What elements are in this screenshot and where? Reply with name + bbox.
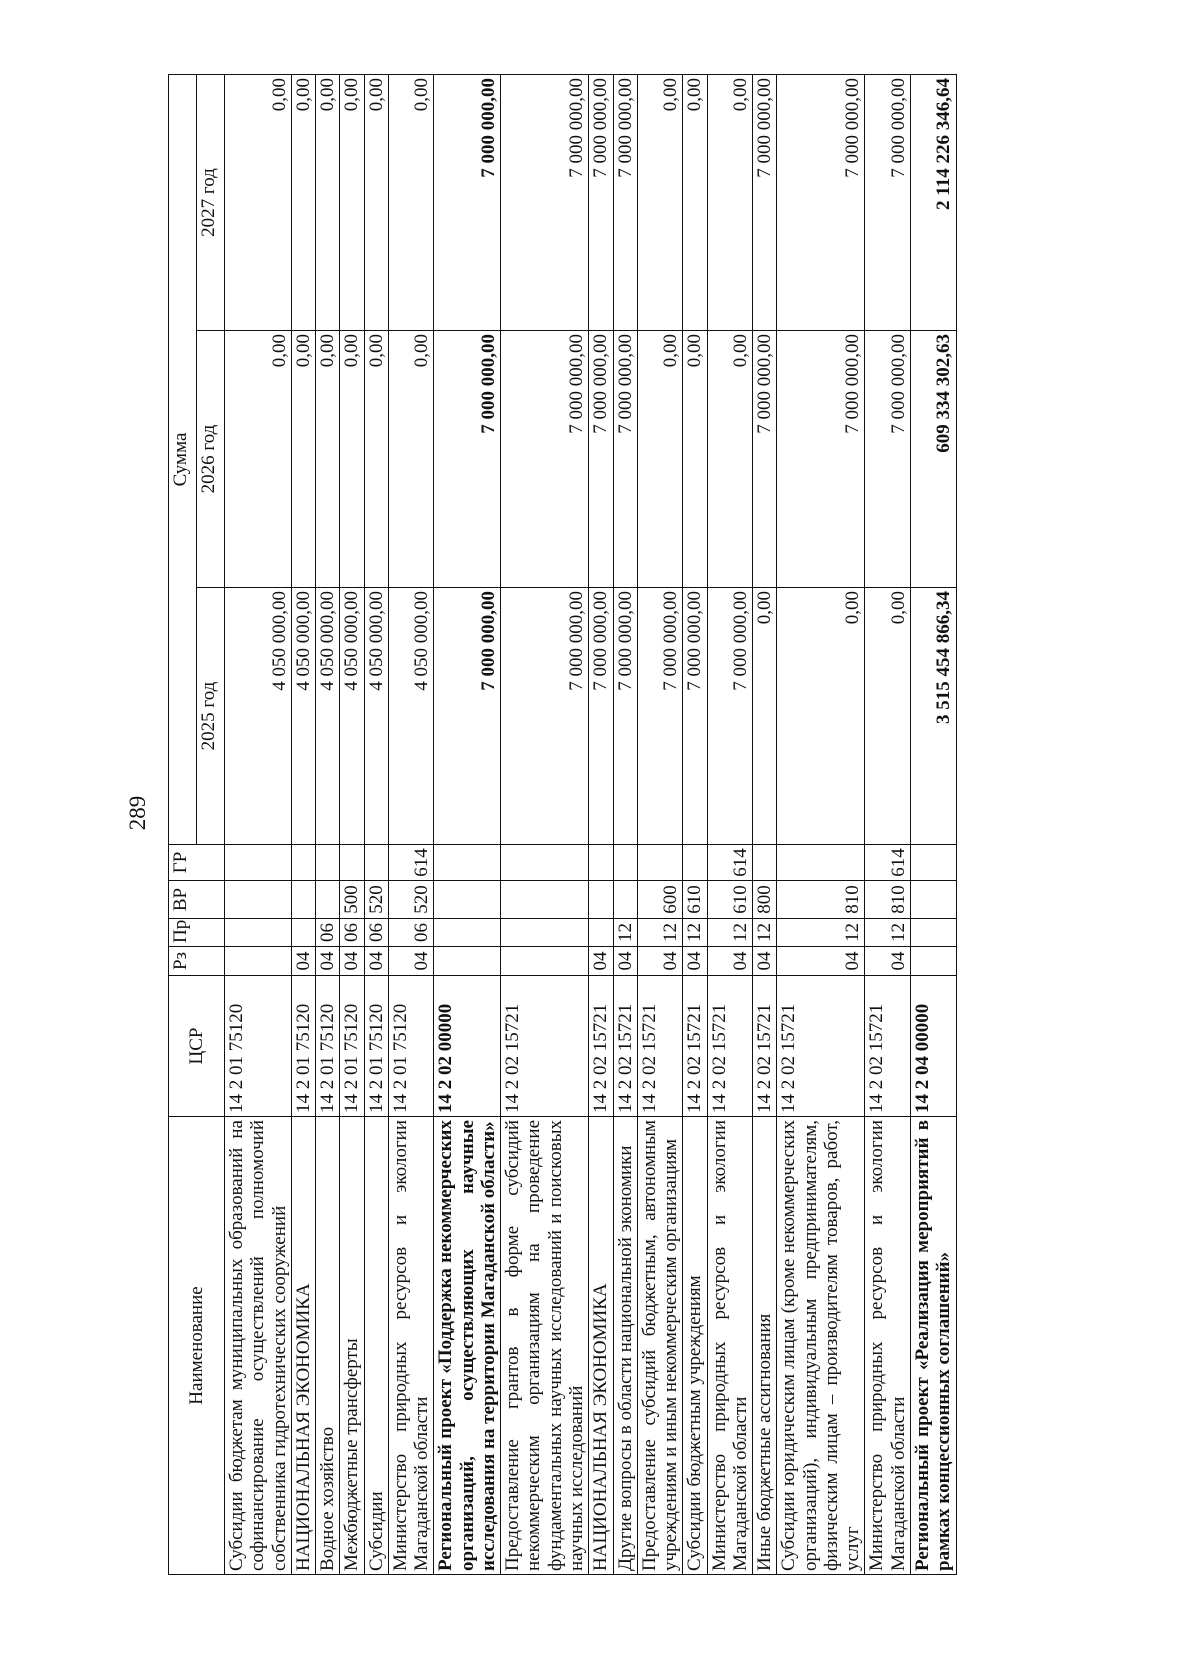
- row-2026: 7 000 000,00: [865, 331, 911, 588]
- row-2027: 0,00: [707, 74, 753, 330]
- row-rz: 04: [388, 947, 434, 976]
- row-vr: 810: [777, 881, 865, 919]
- row-pr: 12: [753, 919, 777, 947]
- table-row: [589, 74, 613, 1574]
- table-row: [225, 74, 292, 1574]
- row-rz: 04: [637, 947, 683, 976]
- row-2026: 609 334 302,63: [910, 331, 956, 588]
- row-vr: [225, 881, 292, 919]
- row-name: Межбюджетные трансферты: [340, 1117, 364, 1575]
- row-vr: 520: [388, 881, 434, 919]
- row-pr: 12: [777, 919, 865, 947]
- row-gr: [589, 845, 613, 881]
- row-2026: 0,00: [225, 331, 292, 588]
- row-2026: 0,00: [683, 331, 707, 588]
- row-rz: 04: [683, 947, 707, 976]
- row-2027: 0,00: [225, 74, 292, 330]
- row-pr: 06: [340, 919, 364, 947]
- row-csr: 14 2 02 15721: [707, 976, 753, 1117]
- row-name: Субсидии юридическим лицам (кроме некоммерческих организаций), индивидуальным предпринимателям, физическим лицам – производителям товаров, работ, услуг: [777, 1117, 865, 1575]
- row-vr: [434, 881, 501, 919]
- row-2027: 7 000 000,00: [589, 74, 613, 330]
- table-row: [501, 74, 589, 1574]
- row-2027: 7 000 000,00: [753, 74, 777, 330]
- row-name: Министерство природных ресурсов и экологии Магаданской области: [707, 1117, 753, 1575]
- table-row: [707, 74, 753, 1574]
- row-name: Субсидии: [364, 1117, 388, 1575]
- row-gr: [434, 845, 501, 881]
- row-csr: 14 2 02 15721: [501, 976, 589, 1117]
- row-csr: 14 2 01 75120: [388, 976, 434, 1117]
- row-2027: 7 000 000,00: [434, 74, 501, 330]
- row-vr: 800: [753, 881, 777, 919]
- row-name: Предоставление грантов в форме субсидий некоммерческим организациям на проведение фундаментальных научных исследований и поисковых научных исследований: [501, 1117, 589, 1575]
- row-2025: 4 050 000,00: [291, 588, 315, 845]
- row-name: Министерство природных ресурсов и экологии Магаданской области: [388, 1117, 434, 1575]
- row-2027: 0,00: [364, 74, 388, 330]
- table-row: [613, 74, 637, 1574]
- row-vr: 810: [865, 881, 911, 919]
- row-gr: [637, 845, 683, 881]
- table-row: [434, 74, 501, 1574]
- row-2025: 7 000 000,00: [434, 588, 501, 845]
- header-gr: ГР: [169, 845, 225, 881]
- row-name: Региональный проект «Поддержка некоммерческих организаций, осуществляющих научные исследования на территории Магаданской области»: [434, 1117, 501, 1575]
- row-2026: 0,00: [340, 331, 364, 588]
- row-rz: [225, 947, 292, 976]
- row-rz: 04: [613, 947, 637, 976]
- table-row: [637, 74, 683, 1574]
- row-2026: 7 000 000,00: [613, 331, 637, 588]
- table-row: [291, 74, 315, 1574]
- table-row: [683, 74, 707, 1574]
- row-2025: 0,00: [777, 588, 865, 845]
- row-2025: 0,00: [753, 588, 777, 845]
- row-gr: [291, 845, 315, 881]
- budget-table: [168, 74, 957, 1575]
- row-pr: [910, 919, 956, 947]
- row-rz: 04: [865, 947, 911, 976]
- row-gr: [340, 845, 364, 881]
- row-name: Иные бюджетные ассигнования: [753, 1117, 777, 1575]
- row-rz: 04: [364, 947, 388, 976]
- row-2025: 7 000 000,00: [707, 588, 753, 845]
- header-name: Наименование: [169, 1117, 225, 1575]
- row-vr: 500: [340, 881, 364, 919]
- row-2025: 7 000 000,00: [637, 588, 683, 845]
- row-vr: [316, 881, 340, 919]
- header-csr: ЦСР: [169, 976, 225, 1117]
- row-csr: 14 2 02 15721: [613, 976, 637, 1117]
- row-rz: 04: [340, 947, 364, 976]
- row-2025: 7 000 000,00: [589, 588, 613, 845]
- row-rz: [434, 947, 501, 976]
- row-gr: [683, 845, 707, 881]
- row-2025: 7 000 000,00: [683, 588, 707, 845]
- row-2025: 0,00: [865, 588, 911, 845]
- row-csr: 14 2 01 75120: [291, 976, 315, 1117]
- row-gr: [364, 845, 388, 881]
- row-gr: [613, 845, 637, 881]
- table-row: [777, 74, 865, 1574]
- table-row: [865, 74, 911, 1574]
- row-pr: 12: [613, 919, 637, 947]
- table-row: [364, 74, 388, 1574]
- row-pr: [434, 919, 501, 947]
- row-2025: 4 050 000,00: [364, 588, 388, 845]
- header-pr: Пр: [169, 919, 225, 947]
- row-pr: 12: [637, 919, 683, 947]
- row-gr: [777, 845, 865, 881]
- row-rz: 04: [589, 947, 613, 976]
- row-name: Предоставление субсидий бюджетным, автономным учреждениям и иным некоммерческим организациям: [637, 1117, 683, 1575]
- row-2025: 7 000 000,00: [613, 588, 637, 845]
- row-name: Субсидии бюджетам муниципальных образований на софинансирование осуществлений полномочий собственника гидротехнических сооружений: [225, 1117, 292, 1575]
- row-csr: 14 2 02 15721: [683, 976, 707, 1117]
- row-2027: 7 000 000,00: [501, 74, 589, 330]
- row-gr: 614: [707, 845, 753, 881]
- row-2027: 0,00: [291, 74, 315, 330]
- row-pr: 06: [316, 919, 340, 947]
- row-pr: 06: [364, 919, 388, 947]
- row-2026: 0,00: [388, 331, 434, 588]
- row-pr: 12: [865, 919, 911, 947]
- row-gr: [910, 845, 956, 881]
- row-rz: 04: [291, 947, 315, 976]
- row-gr: [316, 845, 340, 881]
- row-2025: 4 050 000,00: [340, 588, 364, 845]
- row-csr: 14 2 04 00000: [910, 976, 956, 1117]
- row-2026: 7 000 000,00: [777, 331, 865, 588]
- row-2026: 7 000 000,00: [501, 331, 589, 588]
- row-gr: [225, 845, 292, 881]
- row-csr: 14 2 02 00000: [434, 976, 501, 1117]
- row-rz: [501, 947, 589, 976]
- header-2026: 2026 год: [197, 331, 225, 588]
- row-rz: 04: [777, 947, 865, 976]
- row-csr: 14 2 02 15721: [865, 976, 911, 1117]
- row-2025: 3 515 454 866,34: [910, 588, 956, 845]
- table-row: [340, 74, 364, 1574]
- row-csr: 14 2 01 75120: [316, 976, 340, 1117]
- row-name: Субсидии бюджетным учреждениям: [683, 1117, 707, 1575]
- row-rz: 04: [316, 947, 340, 976]
- header-vr: ВР: [169, 881, 225, 919]
- row-name: Министерство природных ресурсов и экологии Магаданской области: [865, 1117, 911, 1575]
- row-csr: 14 2 01 75120: [364, 976, 388, 1117]
- row-pr: [291, 919, 315, 947]
- row-2027: 0,00: [340, 74, 364, 330]
- header-2025: 2025 год: [197, 588, 225, 845]
- row-pr: 12: [683, 919, 707, 947]
- row-csr: 14 2 01 75120: [225, 976, 292, 1117]
- row-vr: [589, 881, 613, 919]
- page-number: 289: [125, 795, 150, 831]
- row-2027: 2 114 226 346,64: [910, 74, 956, 330]
- row-csr: 14 2 02 15721: [637, 976, 683, 1117]
- header-sum: Сумма: [169, 74, 197, 844]
- row-2026: 0,00: [291, 331, 315, 588]
- row-pr: 12: [707, 919, 753, 947]
- row-2025: 4 050 000,00: [225, 588, 292, 845]
- rotated-page: [168, 75, 1078, 1575]
- table-row: [388, 74, 434, 1574]
- row-rz: [910, 947, 956, 976]
- row-rz: 04: [753, 947, 777, 976]
- row-vr: [613, 881, 637, 919]
- row-gr: [501, 845, 589, 881]
- row-2026: 0,00: [707, 331, 753, 588]
- table-row: [753, 74, 777, 1574]
- row-vr: 520: [364, 881, 388, 919]
- row-pr: [225, 919, 292, 947]
- row-2026: 0,00: [364, 331, 388, 588]
- row-name: НАЦИОНАЛЬНАЯ ЭКОНОМИКА: [589, 1117, 613, 1575]
- row-vr: 610: [707, 881, 753, 919]
- row-vr: 610: [683, 881, 707, 919]
- row-2027: 0,00: [316, 74, 340, 330]
- row-gr: 614: [388, 845, 434, 881]
- row-vr: [291, 881, 315, 919]
- row-csr: 14 2 02 15721: [777, 976, 865, 1117]
- table-row: [910, 74, 956, 1574]
- row-vr: 600: [637, 881, 683, 919]
- row-2026: 0,00: [637, 331, 683, 588]
- row-2026: 0,00: [316, 331, 340, 588]
- row-gr: 614: [865, 845, 911, 881]
- row-csr: 14 2 01 75120: [340, 976, 364, 1117]
- row-gr: [753, 845, 777, 881]
- row-pr: [589, 919, 613, 947]
- row-name: Региональный проект «Реализация мероприятий в рамках концессионных соглашений»: [910, 1117, 956, 1575]
- row-csr: 14 2 02 15721: [589, 976, 613, 1117]
- row-2026: 7 000 000,00: [753, 331, 777, 588]
- row-2027: 7 000 000,00: [865, 74, 911, 330]
- row-2027: 7 000 000,00: [613, 74, 637, 330]
- row-2027: 0,00: [637, 74, 683, 330]
- row-name: Водное хозяйство: [316, 1117, 340, 1575]
- row-2027: 0,00: [683, 74, 707, 330]
- row-pr: 06: [388, 919, 434, 947]
- row-2026: 7 000 000,00: [589, 331, 613, 588]
- header-2027: 2027 год: [197, 74, 225, 330]
- row-2025: 4 050 000,00: [388, 588, 434, 845]
- row-name: НАЦИОНАЛЬНАЯ ЭКОНОМИКА: [291, 1117, 315, 1575]
- header-rz: Рз: [169, 947, 225, 976]
- row-2027: 0,00: [388, 74, 434, 330]
- row-pr: [501, 919, 589, 947]
- table-row: [316, 74, 340, 1574]
- row-2026: 7 000 000,00: [434, 331, 501, 588]
- row-csr: 14 2 02 15721: [753, 976, 777, 1117]
- row-rz: 04: [707, 947, 753, 976]
- row-name: Другие вопросы в области национальной экономики: [613, 1117, 637, 1575]
- row-vr: [910, 881, 956, 919]
- row-vr: [501, 881, 589, 919]
- row-2027: 7 000 000,00: [777, 74, 865, 330]
- table-body: [225, 74, 957, 1574]
- row-2025: 7 000 000,00: [501, 588, 589, 845]
- row-2025: 4 050 000,00: [316, 588, 340, 845]
